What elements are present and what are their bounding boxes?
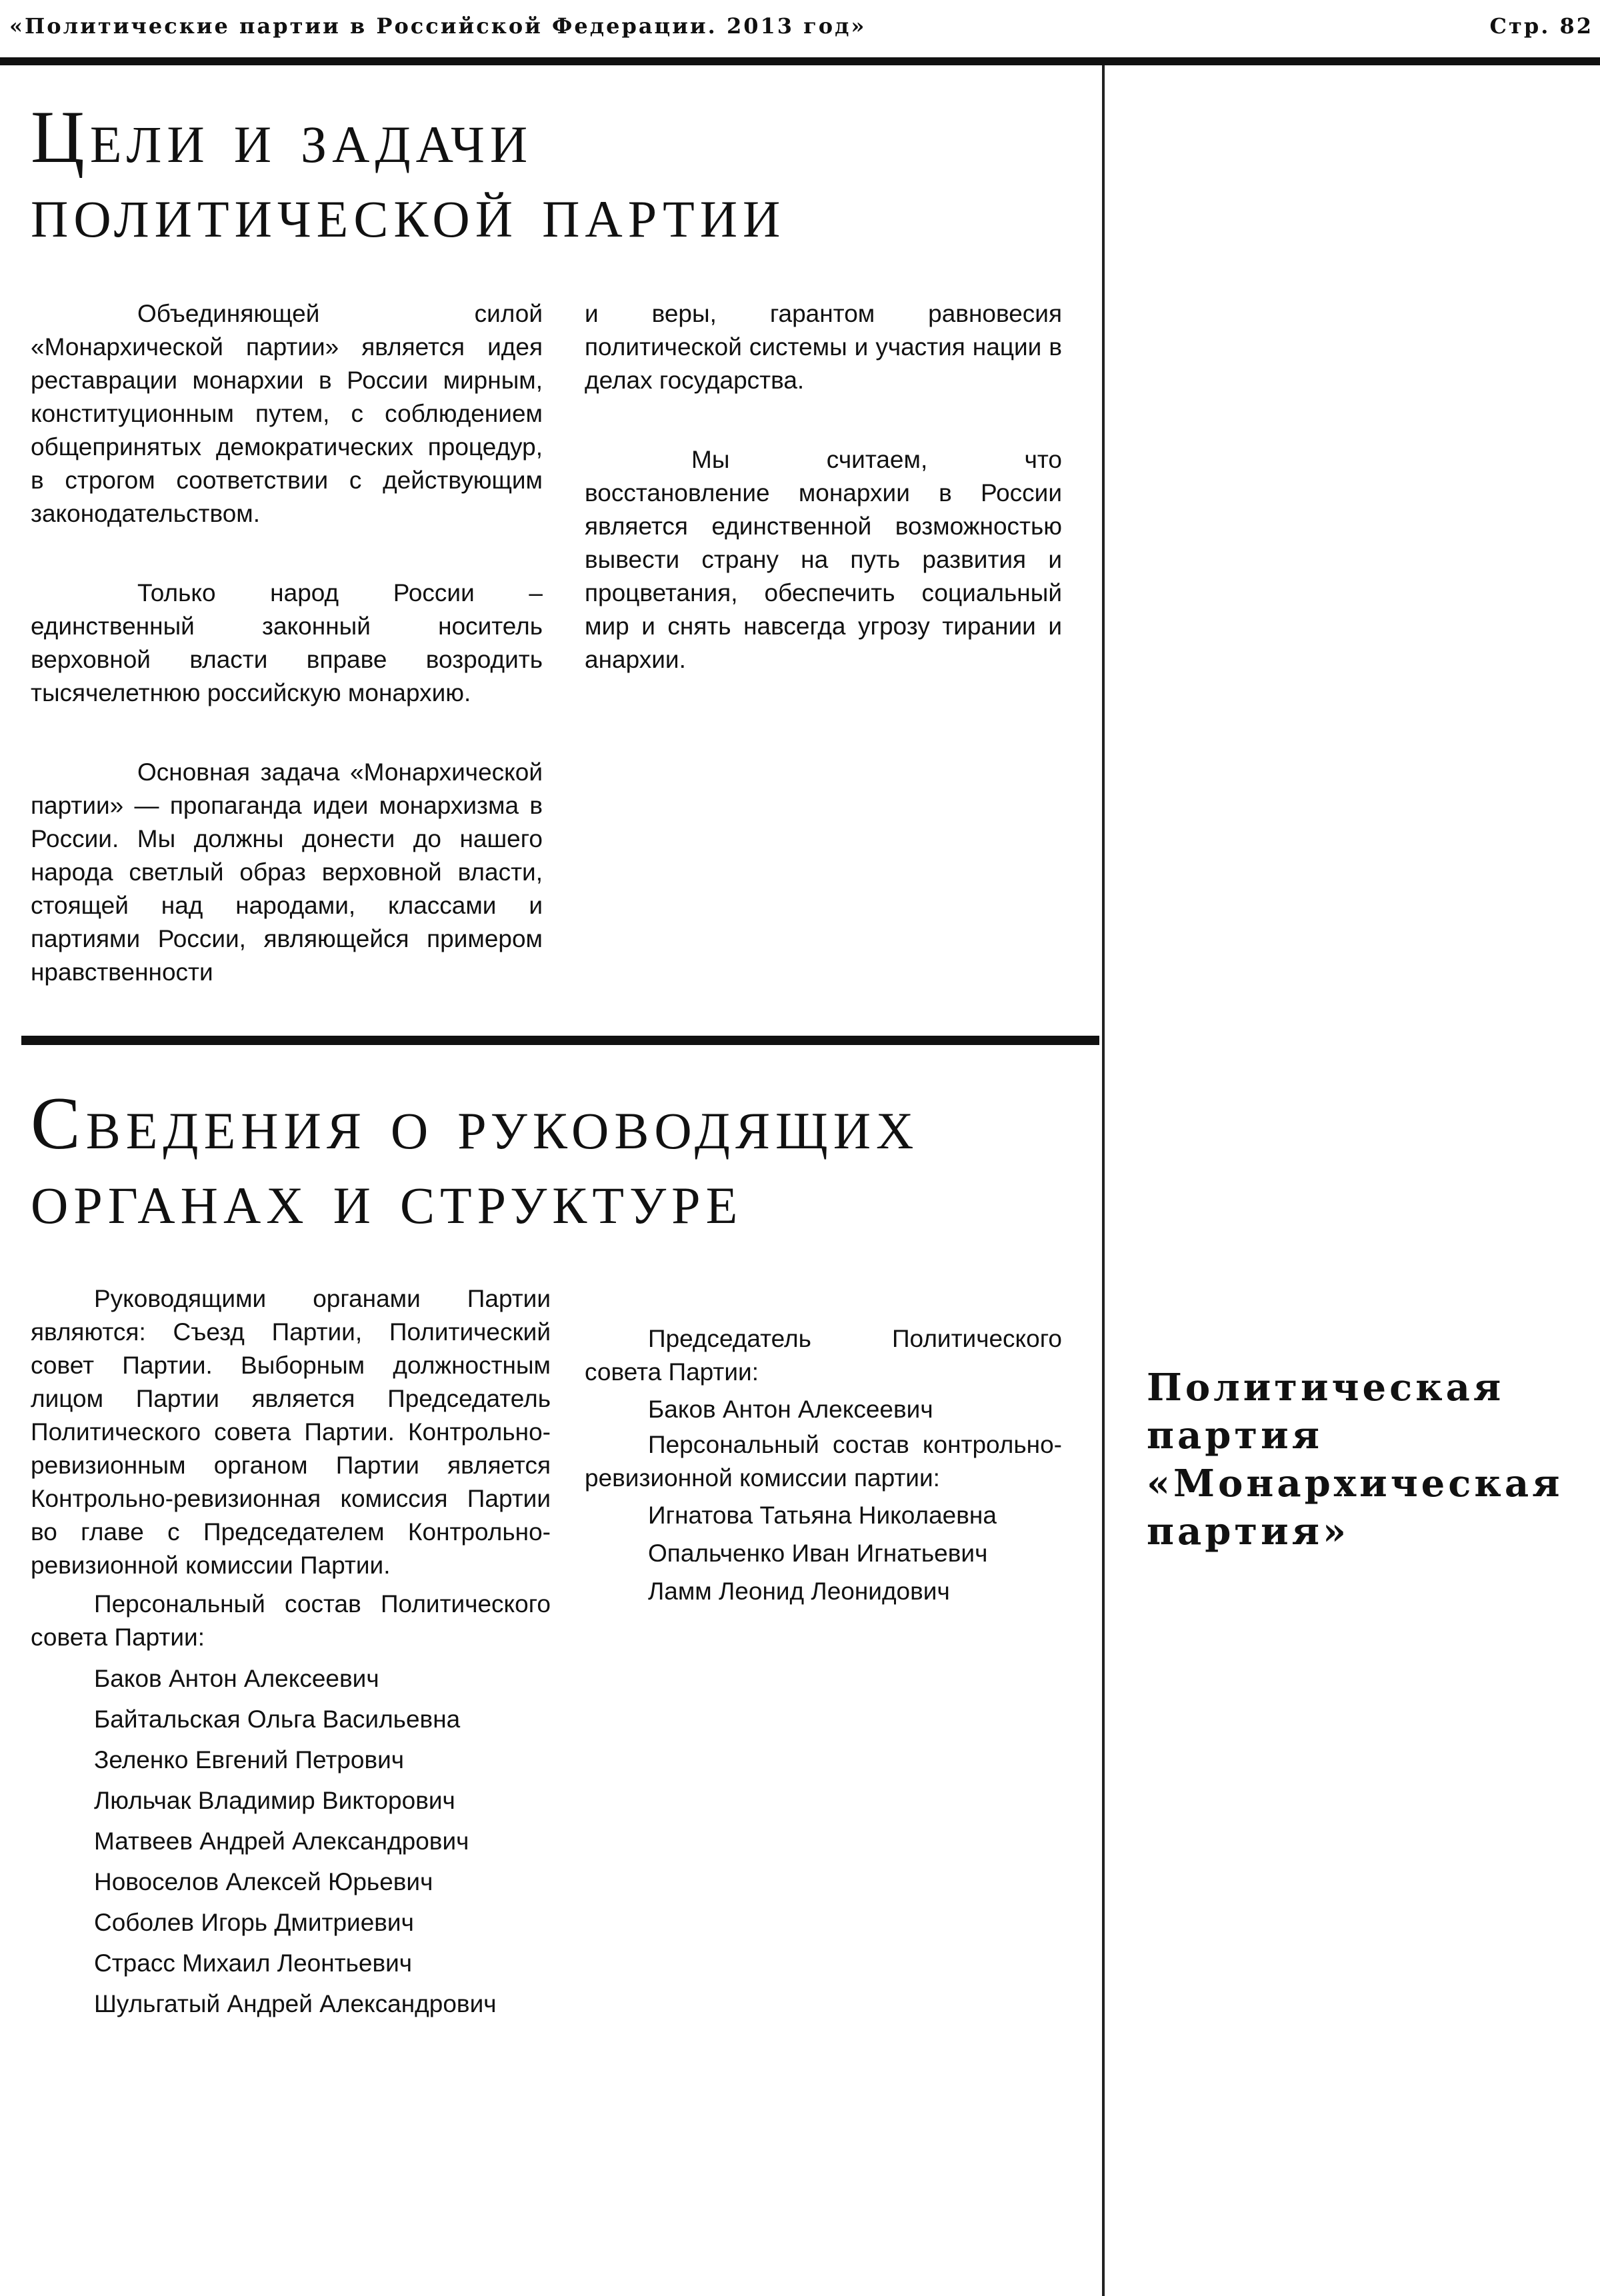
page-number: Стр. 82 [1489, 13, 1593, 39]
publication-title: «Политические партии в Российской Федерации. 2013 год» [9, 13, 867, 39]
council-member: Зеленко Евгений Петрович [94, 1746, 405, 1773]
column-divider [1102, 65, 1105, 2296]
structure-title-line-2: органах и структуре [31, 1157, 743, 1240]
goals-paragraph-3-continued: и веры, гарантом равновесия политической системы и участия нации в делах государства. [585, 300, 1062, 394]
goals-column-2 [585, 297, 1062, 676]
goals-column-1 [31, 297, 543, 989]
council-member: Матвеев Андрей Александрович [94, 1827, 469, 1855]
section-divider [21, 1036, 1099, 1045]
party-name-sidebar: Политическая партия «Монархическая партия» [1147, 1366, 1563, 1554]
goals-title-line-2: политической партии [31, 171, 786, 253]
audit-member: Игнатова Татьяна Николаевна [648, 1502, 997, 1529]
audit-member: Опальченко Иван Игнатьевич [648, 1540, 988, 1567]
chairman-heading: Председатель Политического совета Партии: [585, 1325, 1062, 1386]
council-member: Люльчак Владимир Викторович [94, 1787, 455, 1814]
goals-paragraph-2: Только народ России – единственный законный носитель верховной власти вправе возродить тысячелетнюю российскую монархию. [31, 579, 543, 706]
council-heading: Персональный состав Политического совета Партии: [31, 1590, 551, 1651]
council-members-list [94, 1658, 551, 2024]
goals-section-title [31, 96, 1084, 253]
header-rule [0, 57, 1600, 65]
structure-title-line-1: Сведения о руководящих [31, 1082, 919, 1165]
goals-paragraph-3: Основная задача «Монархической партии» — пропаганда идеи монархизма в России. Мы должны донести до нашего народа светлый образ верховной власти, стоящей над народами, классами и партиями России, являющейся примером нравственности [31, 758, 543, 986]
goals-paragraph-1: Объединяющей силой «Монархической партии» является идея реставрации монархии в России мирным, конституционным путем, с соблюдением общепринятых демократических процедур, в строгом соответствии с действующим законодательством. [31, 300, 543, 527]
council-member: Новоселов Алексей Юрьевич [94, 1868, 433, 1895]
council-member: Баков Антон Алексеевич [94, 1665, 379, 1692]
chairman-list [648, 1390, 1062, 1428]
audit-member: Ламм Леонид Леонидович [648, 1578, 950, 1605]
structure-section-title [31, 1082, 1084, 1240]
audit-members-list [648, 1496, 1062, 1610]
council-member: Страсс Михаил Леонтьевич [94, 1949, 413, 1977]
council-member: Соболев Игорь Дмитриевич [94, 1909, 414, 1936]
structure-column-2 [585, 1322, 1062, 1610]
council-member: Шульгатый Андрей Александрович [94, 1990, 497, 2017]
governing-bodies-paragraph: Руководящими органами Партии являются: Съезд Партии, Политический совет Партии. Выборным должностным лицом Партии является Председатель Политического совета Партии. Контрольно-ревизионным органом Партии является Контрольно-ревизионная комиссия Партии во главе с Председателем Контрольно-ревизионной комиссии Партии. [31, 1285, 551, 1579]
structure-column-1 [31, 1282, 551, 2024]
audit-heading: Персональный состав контрольно-ревизионной комиссии партии: [585, 1431, 1062, 1492]
chairman-name: Баков Антон Алексеевич [648, 1396, 933, 1423]
goals-title-line-1: Цели и задачи [31, 96, 533, 179]
council-member: Байтальская Ольга Васильевна [94, 1706, 461, 1733]
goals-paragraph-4: Мы считаем, что восстановление монархии в России является единственной возможностью вывести страну на путь развития и процветания, обеспечить социальный мир и снять навсегда угрозу тирании и анархии. [585, 446, 1062, 673]
